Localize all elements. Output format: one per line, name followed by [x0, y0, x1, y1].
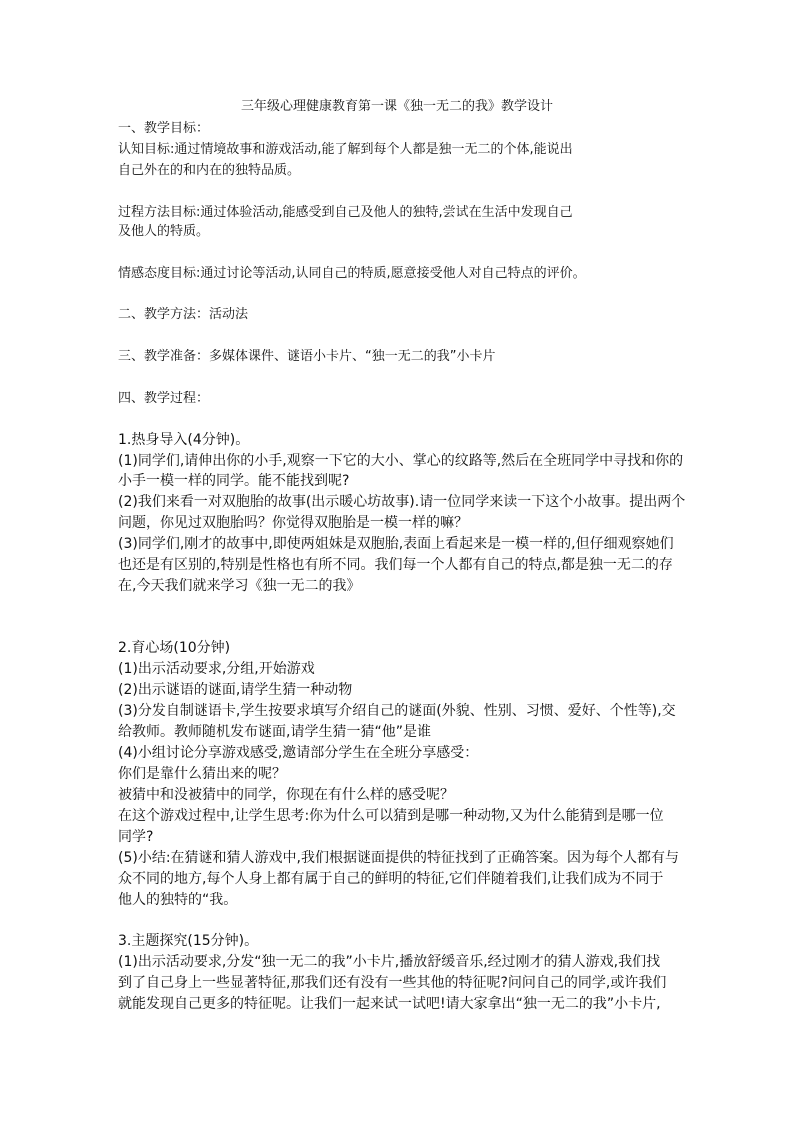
heart-line: 在这个游戏过程中,让学生思考:你为什么可以猜到是哪一种动物,又为什么能猜到是哪一位 [118, 808, 664, 824]
heart-heading: 2.育心场(10分钟) [118, 640, 231, 656]
heart-line: 同学? [118, 829, 154, 845]
heart-line: 被猜中和没被猜中的同学，你现在有什么样的感受呢？ [118, 787, 454, 803]
explore-line: (1)出示活动要求,分发“独一无二的我”小卡片,播放舒缓音乐,经过刚才的猜人游戏,我们找 [118, 954, 661, 970]
process-heading: 四、教学过程： [118, 391, 210, 406]
cognitive-objective-line: 自己外在的和内在的独特品质。 [118, 163, 301, 178]
document-title: 三年级心理健康教育第一课《独一无二的我》教学设计 [240, 99, 553, 114]
warmup-line: 在,今天我们就来学习《独一无二的我》 [118, 578, 361, 594]
warmup-line: 小手一模一样的同学。能不能找到呢? [118, 473, 350, 489]
warmup-line: (1)同学们,请伸出你的小手,观察一下它的大小、掌心的纹路等,然后在全班同学中寻找和你的 [118, 453, 684, 469]
warmup-line: (2)我们来看一对双胞胎的故事(出示暖心坊故事).请一位同学来读一下这个小故事。提出两个 [118, 494, 686, 510]
heart-line: 他人的独特的“我。 [118, 892, 238, 908]
warmup-line: (3)同学们,刚才的故事中,即使两姐妹是双胞胎,表面上看起来是一模一样的,但仔细观察她们 [118, 536, 674, 552]
process-objective-line: 及他人的特质。 [118, 224, 210, 239]
explore-heading: 3.主题探究(15分钟)。 [118, 933, 259, 949]
cognitive-objective-line: 认知目标:通过情境故事和游戏活动,能了解到每个人都是独一无二的个体,能说出 [118, 142, 573, 157]
heart-line: 众不同的地方,每个人身上都有属于自己的鲜明的特征,它们伴随着我们,让我们成为不同于 [118, 871, 664, 887]
objectives-heading: 一、教学目标： [118, 121, 210, 136]
warmup-line: 问题，你见过双胞胎吗？你觉得双胞胎是一模一样的嘛？ [118, 515, 468, 531]
heart-line: 你们是靠什么猜出来的呢？ [118, 766, 286, 782]
teaching-preparation: 三、教学准备：多媒体课件、谜语小卡片、“独一无二的我”小卡片 [118, 349, 496, 364]
heart-line: 给教师。教师随机发布谜面,请学生猜一猜“他”是谁 [118, 724, 431, 740]
heart-line: (1)出示活动要求,分组,开始游戏 [118, 661, 315, 677]
heart-line: (3)分发自制谜语卡,学生按要求填写介绍自己的谜面(外貌、性别、习惯、爱好、个性等),交 [118, 703, 676, 719]
teaching-method: 二、教学方法：活动法 [118, 307, 249, 322]
heart-line: (5)小结:在猜谜和猜人游戏中,我们根据谜面提供的特征找到了正确答案。因为每个人都有与 [118, 850, 679, 866]
explore-line: 到了自己身上一些显著特征,那我们还有没有一些其他的特征呢?问问自己的同学,或许我们 [118, 975, 667, 991]
heart-line: (2)出示谜语的谜面,请学生猜一种动物 [118, 682, 353, 698]
process-objective-line: 过程方法目标:通过体验活动,能感受到自己及他人的独特,尝试在生活中发现自己 [118, 205, 573, 220]
warmup-line: 也还是有区别的,特别是性格也有所不同。我们每一个人都有自己的特点,都是独一无二的存 [118, 557, 673, 573]
warmup-heading: 1.热身导入(4分钟)。 [118, 432, 250, 448]
explore-line: 就能发现自己更多的特征呢。让我们一起来试一试吧!请大家拿出“独一无二的我”小卡片, [118, 996, 661, 1012]
affective-objective: 情感态度目标:通过讨论等活动,认同自己的特质,愿意接受他人对自己特点的评价。 [118, 266, 586, 281]
heart-line: (4)小组讨论分享游戏感受,邀请部分学生在全班分享感受： [118, 745, 479, 761]
